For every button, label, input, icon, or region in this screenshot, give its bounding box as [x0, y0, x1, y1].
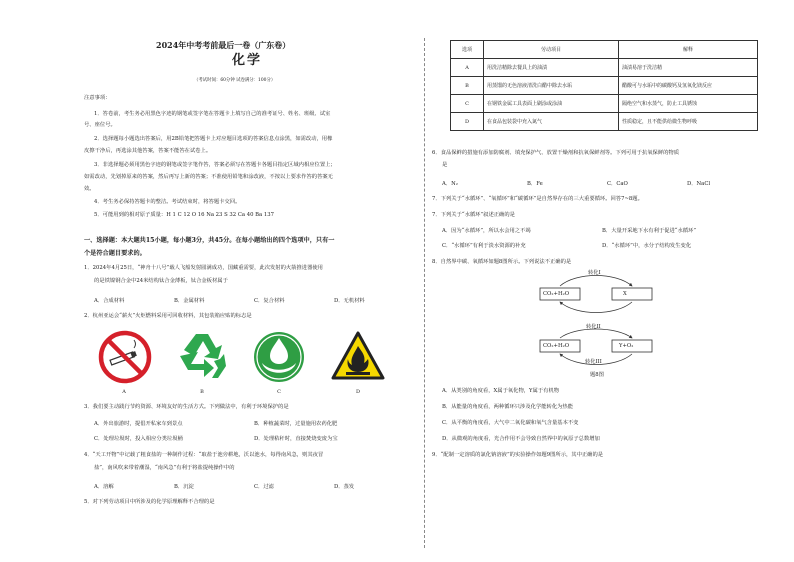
question-3-stem: 3．我们要主动践行节约资源、环境友好的生活方式。下列做法中，有利于环境保护的是 — [84, 404, 289, 410]
question-6-option: C．CaO — [607, 181, 628, 187]
question-8-option: A．从类别的角度看，X属于氧化物，Y属于有机物 — [442, 388, 560, 394]
question-6-stem: 是 — [442, 162, 448, 168]
note-line: 皮擦干净后，再选涂其他答案，答案不能答在试卷上。 — [84, 148, 212, 154]
note-line: 如需改动，先划掉原来的答案，然后再写上新的答案；不准使用铅笔和涂改液，不按以上要求作答的答案无 — [84, 174, 333, 180]
question-4-option: B．沉淀 — [174, 484, 194, 490]
question-1-option: D．无机材料 — [334, 298, 365, 304]
table-header-cell: 选项 — [451, 41, 484, 59]
table-cell: 油渍易溶于洗洁精 — [619, 59, 758, 77]
diagram-label: 转化III — [585, 359, 602, 365]
question-6-option: B．Fe — [527, 181, 543, 187]
table-cell: 性质稳定，且不能供给微生物呼吸 — [619, 113, 758, 131]
table-row — [451, 59, 758, 77]
question-4-stem: 盐”，南风吹来带着潮湿，“南风急”有利于将盐提纯操作中的 — [94, 465, 235, 471]
question-4-option: A．溶解 — [94, 484, 114, 490]
exam-info: （考试时间：60分钟 试卷满分：100分） — [194, 78, 276, 83]
table-cell: 醋酸可与水垢中的碳酸钙及氢氧化镁反应 — [619, 77, 758, 95]
diagram-box — [612, 288, 652, 300]
question-6-option: A．N₂ — [442, 181, 458, 187]
note-line: 3．非选择题必须用黑色字迹的钢笔或签字笔作答，答案必须写在答题卡各题目指定区域内相应位置上； — [94, 162, 336, 168]
note-line: 效。 — [84, 186, 95, 192]
table-cell: 在钢铁金属工具表面上刷涂或涂油 — [484, 95, 619, 113]
table-cell: 在食品包装袋中充入氮气 — [484, 113, 619, 131]
note-line: 4．考生务必保持答题卡的整洁。考试结束时，将答题卡交回。 — [94, 199, 241, 205]
question-8-stem: 8．自然界中碳、氧循环如题8图所示。下列说法不正确的是 — [432, 259, 572, 265]
diagram-caption: 题8图 — [590, 372, 604, 378]
question-8-option: C．从平衡的角度看，大气中二氧化碳和氧气含量基本不变 — [442, 420, 579, 426]
question-1-option: C．复合材料 — [254, 298, 285, 304]
question-7-intro: 7．下列关于“水循环”、“氧循环”和“碳循环”是自然界存在的三大重要循环。回答7~8题。 — [432, 196, 643, 202]
notes-heading: 注意事项： — [84, 95, 111, 101]
table-header-cell: 解释 — [619, 41, 758, 59]
table-cell: D — [451, 113, 484, 131]
question-3-option: B．种植蔬菜时，过量施用农药化肥 — [254, 421, 338, 427]
note-line: 1．答卷前，考生务必用黑色字迹的钢笔或签字笔在答题卡上填写自己的准考证号、姓名、班级、试室 — [94, 111, 331, 117]
section-heading: 个是符合题目要求的。 — [84, 250, 146, 257]
question-7-stem: 7．下列关于“水循环”叙述正确的是 — [432, 212, 515, 218]
icon-caption: B — [200, 389, 204, 395]
table-row — [451, 77, 758, 95]
cycle-diagram — [526, 268, 676, 398]
question-7-option: A．因为“水循环”，所以水会用之不竭 — [442, 228, 531, 234]
question-7-option: D．“水循环”中，水分子结构发生变化 — [602, 243, 692, 249]
question-3-option: A．外出旅游时，提倡开私家车到景点 — [94, 421, 183, 427]
table-cell: C — [451, 95, 484, 113]
note-line: 2．选择题每小题选出答案后，用2B铅笔把答题卡上对应题目选项的答案信息点涂黑，如需改动，用橡 — [94, 136, 333, 142]
question-5-table — [450, 40, 758, 131]
icon-caption: D — [355, 389, 360, 395]
note-line: 5．可能用到的相对原子质量：H 1 C 12 O 16 Na 23 S 32 Ca 40 Ba 137 — [94, 212, 274, 218]
diagram-box-label: CO₂+H₂O — [543, 343, 570, 349]
note-line: 号、座位号。 — [84, 122, 116, 128]
question-5-stem: 5．对下列劳动项目中所涉及的化学原理解释不合理的是 — [84, 499, 215, 505]
question-2-stem: 2．杭州亚运会“薪火”火炬燃料采用可回收材料，其包装箱应贴的标志是 — [84, 313, 252, 319]
column-divider — [424, 38, 425, 548]
recycle-icon — [174, 330, 230, 382]
table-header-row — [451, 41, 758, 59]
section-heading: 一、选择题：本大题共15小题，每小题3分，共45分。在每小题给出的四个选项中，只有一 — [84, 237, 335, 244]
icon-caption: C — [277, 389, 281, 395]
table-cell: 用洗洁精除去餐具上的油渍 — [484, 59, 619, 77]
table-row — [451, 95, 758, 113]
diagram-label: 转化II — [586, 324, 601, 330]
table-cell: B — [451, 77, 484, 95]
icon-caption: A — [122, 389, 126, 395]
table-header-cell: 劳动项目 — [484, 41, 619, 59]
diagram-box-label: CO₂+H₂O — [543, 291, 570, 297]
question-6-option: D．NaCl — [687, 181, 711, 187]
question-4-stem: 4．“天工开物”中记载了粗食盐的一种制作过程：“取盐于池旁耕地，沃以池水，每得南风急，则其夜冒 — [84, 452, 324, 458]
table-cell: A — [451, 59, 484, 77]
question-8-option: B．从能量的角度看，两种循环只涉及化学能转化为热能 — [442, 404, 574, 410]
question-3-option: C．处理垃圾时，投入相应分类垃圾桶 — [94, 436, 183, 442]
question-6-stem: 6．食品保鲜的措施有添加防腐剂、填充保护气、放置干燥剂和抗氧保鲜剂等。下列可用于抗氧保鲜的物质 — [432, 150, 680, 156]
table-cell: 隔绝空气和水蒸气，防止工具锈蚀 — [619, 95, 758, 113]
diagram-box-label: Y+O₂ — [619, 343, 634, 349]
question-1-stem: 的是铁镍钢合金中24米结构钛合金薄板，钛合金板材属于 — [94, 278, 228, 284]
question-1-stem: 1．2024年4月25日，“神舟十八号”载人飞船发射圆满成功，国藏重需要，此次发射的火箭推进器使用 — [84, 265, 323, 271]
question-4-option: C．过滤 — [254, 484, 274, 490]
question-8-option: D．从微观的角度看，光合作用不会导致自然界中的氧原子总数增加 — [442, 436, 600, 442]
table-cell: 用蒸馏的无色溶液清洗白醋中除去水垢 — [484, 77, 619, 95]
question-1-option: A．合成材料 — [94, 298, 125, 304]
no-smoking-icon — [98, 330, 152, 384]
question-7-option: C．“水循环”有利于淡水资源的补充 — [442, 243, 526, 249]
question-4-option: D．蒸发 — [334, 484, 355, 490]
question-1-option: B．金属材料 — [174, 298, 205, 304]
exam-title: 2024年中考考前最后一卷（广东卷） — [156, 40, 291, 50]
question-3-option: D．处理秸秆时，直接焚烧变废为宝 — [254, 436, 338, 442]
diagram-label: 转化I — [588, 270, 601, 276]
question-9-stem: 9．“配制一定溶质的氯化钠溶液”的实验操作如题9图所示，其中正确的是 — [432, 452, 604, 458]
subject-title: 化学 — [232, 53, 263, 68]
question-7-option: B．大量开采地下水有利于促进“水循环” — [602, 228, 697, 234]
water-saving-icon — [252, 330, 306, 384]
flammable-warning-icon — [330, 330, 386, 382]
diagram-box-label: X — [623, 291, 627, 297]
table-row — [451, 113, 758, 131]
